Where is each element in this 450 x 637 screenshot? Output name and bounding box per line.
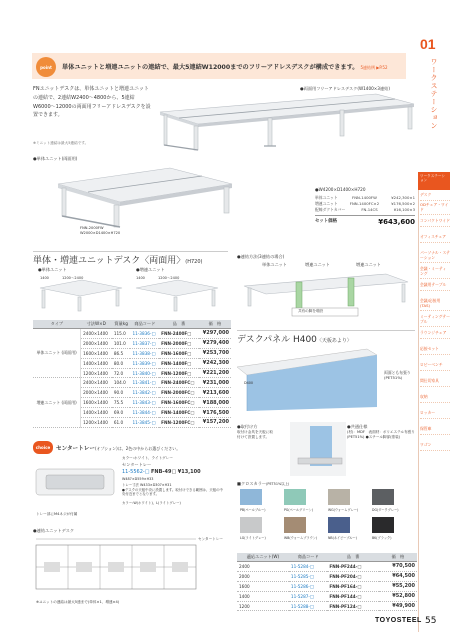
swatch-dg[interactable] <box>372 489 394 505</box>
side-nav-item[interactable]: ロビーベンチ <box>420 363 450 371</box>
brand-logo: TOYOSTEEL <box>375 617 422 624</box>
chapter-title: ワークステーション <box>430 58 438 130</box>
add-unit-label: ●増連ユニット <box>136 267 165 272</box>
table-row: 1200×1400 61.0 11-3845-□ FNN-1200FC□ ¥157,200 <box>33 418 231 428</box>
table-row: 1600×1400 75.5 11-3843-□ FNN-1600FC□ ¥188,000 <box>33 398 231 408</box>
table-row: 2400 11-5284-□ FNN-PF244-□ ¥70,500 <box>239 563 415 570</box>
conn-unit-3: 増連ユニット <box>356 262 381 267</box>
tray-caption: トレー部にM4ネジが付属 <box>36 512 78 516</box>
large-desk-image <box>150 92 418 152</box>
table-row: 1200 11-5288-□ FNN-PF124-□ ¥49,900 <box>239 603 415 609</box>
tray-inner-dims: トレー寸法 W433×D307×H31 <box>122 483 172 487</box>
single-unit-label: ●単体ユニット <box>38 267 67 272</box>
side-nav-item[interactable]: ミーティングテーブル <box>420 315 450 327</box>
banner-ref[interactable]: 5連結例 ▶P.52 <box>360 65 388 70</box>
table-row: 2000 11-5285-□ FNN-PF204-□ ¥64,500 <box>239 573 415 580</box>
single-model: FNN-2000FW <box>80 226 104 230</box>
swatch-label: DG(ダークグレー) <box>372 508 399 512</box>
side-nav-item[interactable]: ラウンジチェア <box>420 331 450 339</box>
side-nav-item[interactable]: デスク <box>420 193 450 201</box>
side-nav-item[interactable]: 会議・ミーティング <box>420 267 450 279</box>
layout-note: ※ユニットの連結は最大5連まで(単体×1、増連×4) <box>36 600 120 604</box>
price-table <box>33 320 231 428</box>
dim-width-add: 1200〜2400 <box>158 276 180 280</box>
panel-material: 両面とも布張り(PET51%) <box>384 370 411 380</box>
mount-text: 取付け金具を天板に取付けて設置します。 <box>237 430 273 439</box>
side-nav-item[interactable]: 間仕切家具 <box>420 379 450 387</box>
swatch-wg[interactable] <box>328 489 350 505</box>
intro-text: FNユニットデスクは、単体ユニットと増連ユニットの連結で、2連結W2400〜4800から、5連結W6000〜12000の両面用フリーアドレスデスクを設置できます。 <box>33 86 151 119</box>
panel-divider <box>237 330 415 331</box>
intro-note: ※ミニット連結は最大5連結です。 <box>33 141 89 145</box>
section-divider <box>33 251 228 252</box>
swatch-pg[interactable] <box>284 489 306 505</box>
common-text: (材)：MDF 表面材：ポリエステル布張り(PET51%) ●スチール脚部(塗装) <box>347 430 415 439</box>
page-number: 55 <box>425 616 437 626</box>
table-row: 増連ユニット (両面用) 2400×1400 104.0 11-3841-□ FNN-2400FC□ ¥231,000 <box>33 378 231 388</box>
swatch-pb[interactable] <box>240 489 262 505</box>
table-header-row: 適応ユニット(W) 商品コード 品 番 価 格 <box>237 553 417 562</box>
tray-notes: ●デスクの天板中央に設置します。取付けできる範囲は、天板の中央付近までとなります。 <box>122 488 223 497</box>
panel-image <box>237 345 377 413</box>
dim-depth-add: 1400 <box>136 276 145 280</box>
spec-row: 単体ユニット FNN-1400FW ¥242,300×1 <box>315 195 415 200</box>
spec-row: 配線ダクトカバー FN-14CS ¥16,100×3 <box>315 207 415 212</box>
swatch-label: LG(ライトグレー) <box>240 536 266 540</box>
side-nav-item[interactable]: ODチェア・ワイド <box>420 203 450 215</box>
swatch-nb[interactable] <box>328 517 350 533</box>
swatch-label: NB(ネイビーブルー) <box>328 536 357 540</box>
side-nav-item[interactable]: オフィスチェア <box>420 235 450 243</box>
side-nav-item[interactable]: 保管庫 <box>420 427 450 435</box>
layout-diagram <box>34 535 230 595</box>
swatch-lg[interactable] <box>240 517 262 533</box>
dim-depth: 1400 <box>40 276 49 280</box>
side-nav-item[interactable]: 収納 <box>420 395 450 403</box>
side-nav-item[interactable]: 会議/応接用(TAS) <box>420 299 450 311</box>
set-caption: ●W4200×D1400×H720 <box>315 187 366 192</box>
swatch-grid <box>240 489 415 559</box>
conn-unit-1: 単体ユニット <box>262 262 287 267</box>
panel-price-table <box>237 553 417 611</box>
caption-single-desk: ●単体ユニット(両面用) <box>33 156 78 161</box>
common-label: ●共通仕様 <box>347 424 368 429</box>
table-row: 単体ユニット (両面用) 2400×1400 115.0 11-3836-□ FNN-2400F□ ¥297,000 <box>33 329 231 339</box>
tray-color-label: カラー:ホワイト、ライトグレー <box>122 456 173 460</box>
spec-total-row: セット価格 ¥643,600 <box>315 215 415 226</box>
layout-caption: ●連結ユニットデスク <box>33 528 75 533</box>
panel-title: デスクパネル H400〈天板あより〉 <box>237 335 352 345</box>
dim-width: 1200〜2400 <box>62 276 84 280</box>
side-nav-item[interactable]: パーソナル・ステーション <box>420 251 450 263</box>
side-nav-item[interactable]: 応接セット <box>420 347 450 355</box>
panel-dim: D400 <box>244 381 254 385</box>
side-nav-item[interactable]: ロッカー <box>420 411 450 419</box>
section-title-units: 単体・増連ユニットデスク〈両面用〉(H720) <box>33 256 203 266</box>
table-header-row: タイプ 寸法W×D 質量kg 商品コード 品 番 価 格 <box>33 320 231 329</box>
layout-tray-label: センタートレー <box>198 537 224 541</box>
mount-image <box>290 422 346 476</box>
swatch-label: WG(ウォームグレー) <box>328 508 359 512</box>
single-desk-image <box>40 160 240 230</box>
tray-product-label: センタートレー <box>122 462 152 467</box>
point-badge: point <box>36 57 56 77</box>
swatch-label: PB(ペールブルー) <box>240 508 266 512</box>
swatch-label: BK(ブラック) <box>372 536 392 540</box>
mount-label: ●取付け方 <box>237 424 258 429</box>
swatch-label: WB(ウォームブラウン) <box>284 536 318 540</box>
caption-large-desk: ●両面用フリーアドレスデスク(W1400×3連結) <box>300 86 390 91</box>
choice-badge: choice <box>33 441 53 454</box>
side-nav-item[interactable]: 会議用テーブル <box>420 283 450 291</box>
table-row: 1400×1400 69.0 11-3844-□ FNN-1400FC□ ¥176,500 <box>33 408 231 418</box>
spec-box <box>315 195 415 226</box>
side-nav-item[interactable]: ワゴン <box>420 443 450 451</box>
swatch-wb[interactable] <box>284 517 306 533</box>
conn-unit-2: 増連ユニット <box>305 262 330 267</box>
tray-dims: W487×D559×H33 <box>122 477 154 481</box>
table-row: 1400×1400 80.0 11-3839-□ FNN-1400F□ ¥242,300 <box>33 358 231 368</box>
set-price: ¥643,600 <box>378 218 415 226</box>
conn-legs: 共有の脚を増設 <box>298 309 324 313</box>
table-row: 2000×1400 101.0 11-3837-□ FNN-2000F□ ¥279,400 <box>33 338 231 348</box>
spec-row: 増連ユニット FNN-1400FC×2 ¥176,500×2 <box>315 201 415 206</box>
cloth-color-label: ■クロスカラー(PET51%以上) <box>237 481 290 486</box>
table-row: 1600 11-5286-□ FNN-PF164-□ ¥55,200 <box>239 583 415 590</box>
swatch-bk[interactable] <box>372 517 394 533</box>
choice-title: センタートレー(オプション)は、2色の中からお選びください。 <box>56 446 181 452</box>
tray-image <box>34 463 118 503</box>
tray-colors-note: カラー:W(ホワイト)、L(ライトグレー) <box>122 501 181 505</box>
table-row: 2000×1400 90.0 11-3842-□ FNN-2000FC□ ¥213,600 <box>33 388 231 398</box>
tray-price-row: 11-5562-□ FNB-49□ ¥13,100 <box>122 469 201 475</box>
conn-label: ●連結方法(3連結の場合) <box>237 254 285 259</box>
table-row: 1200×1400 72.0 11-3840-□ FNN-1200F□ ¥221,200 <box>33 368 231 378</box>
table-row: 1400 11-5287-□ FNN-PF144-□ ¥52,800 <box>239 593 415 600</box>
swatch-label: PG(ペールグリーン) <box>284 508 313 512</box>
connection-diagram <box>236 268 416 318</box>
single-model-dims: W2000×D1400×H720 <box>80 231 121 235</box>
table-row: 1600×1400 86.5 11-3838-□ FNN-1600F□ ¥253,700 <box>33 348 231 358</box>
side-nav-item[interactable]: コンパクトワイド <box>420 219 450 227</box>
side-nav-item-active[interactable]: ワークステーション <box>418 172 450 190</box>
banner-text: 単体ユニットと増連ユニットの連結で、最大5連結W12000までのフリーアドレスデスクが構成できます。 5連結例 ▶P.52 <box>62 64 388 71</box>
chapter-number: 01 <box>420 36 436 52</box>
